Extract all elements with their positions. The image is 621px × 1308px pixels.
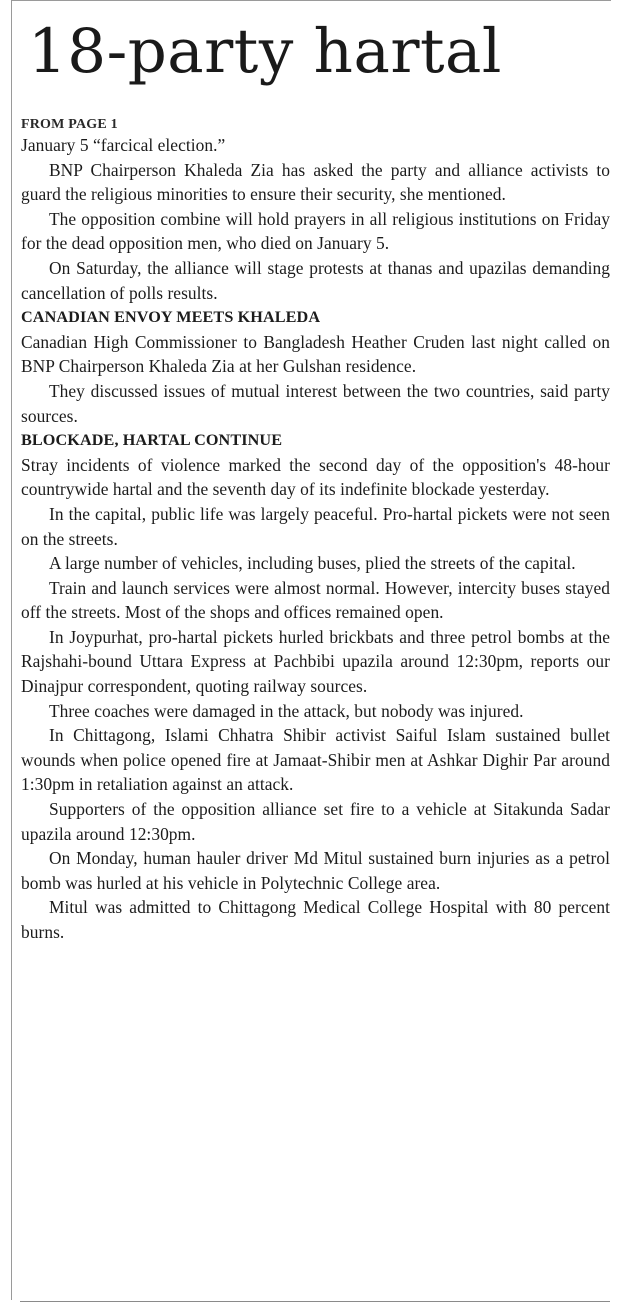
headline: 18-party hartal (28, 16, 502, 87)
paragraph: They discussed issues of mutual interest between the two countries, said party sources. (21, 380, 610, 426)
subheading-canadian-envoy: CANADIAN ENVOY MEETS KHALEDA (21, 308, 321, 327)
paragraph: Canadian High Commissioner to Bangladesh Heather Cruden last night called on BNP Chairperson Khaleda Zia at her Gulshan residence. (21, 331, 610, 377)
paragraph: On Saturday, the alliance will stage protests at thanas and upazilas demanding cancellation of polls results. (21, 257, 610, 303)
column-rule-bottom (20, 1301, 610, 1302)
column-rule-left (11, 0, 12, 1300)
subheading-blockade-hartal: BLOCKADE, HARTAL CONTINUE (21, 431, 283, 450)
paragraph: BNP Chairperson Khaleda Zia has asked the party and alliance activists to guard the religious minorities to ensure their security, she mentioned. (21, 159, 610, 205)
paragraph: A large number of vehicles, including buses, plied the streets of the capital. (49, 553, 576, 574)
paragraph: In Joypurhat, pro-hartal pickets hurled brickbats and three petrol bombs at the Rajshahi-bound Uttara Express at Pachbibi upazila around 12:30pm, reports our Dinajpur correspondent, quoting railway sources. (21, 626, 610, 697)
paragraph: Three coaches were damaged in the attack, but nobody was injured. (49, 700, 524, 721)
paragraph: On Monday, human hauler driver Md Mitul sustained burn injuries as a petrol bomb was hurled at his vehicle in Polytechnic College area. (21, 848, 610, 893)
paragraph: Train and launch services were almost normal. However, intercity buses stayed off the streets. Most of the shops and offices remained open. (21, 577, 610, 623)
jump-label: FROM PAGE 1 (21, 117, 118, 132)
article (21, 0, 610, 945)
paragraph: Stray incidents of violence marked the second day of the opposition's 48-hour countrywide hartal and the seventh day of its indefinite blockade yesterday. (21, 454, 610, 500)
paragraph: Supporters of the opposition alliance set fire to a vehicle at Sitakunda Sadar upazila around 12:30pm. (21, 799, 610, 844)
paragraph: In Chittagong, Islami Chhatra Shibir activist Saiful Islam sustained bullet wounds when police opened fire at Jamaat-Shibir men at Ashkar Dighir Par around 1:30pm in retaliation against an attack. (21, 725, 610, 795)
paragraph: In the capital, public life was largely peaceful. Pro-hartal pickets were not seen on the streets. (21, 503, 610, 549)
article-body (21, 133, 610, 945)
paragraph: Mitul was admitted to Chittagong Medical College Hospital with 80 percent burns. (21, 897, 610, 942)
paragraph: The opposition combine will hold prayers in all religious institutions on Friday for the dead opposition men, who died on January 5. (21, 208, 610, 254)
paragraph: January 5 “farcical election.” (21, 135, 226, 155)
